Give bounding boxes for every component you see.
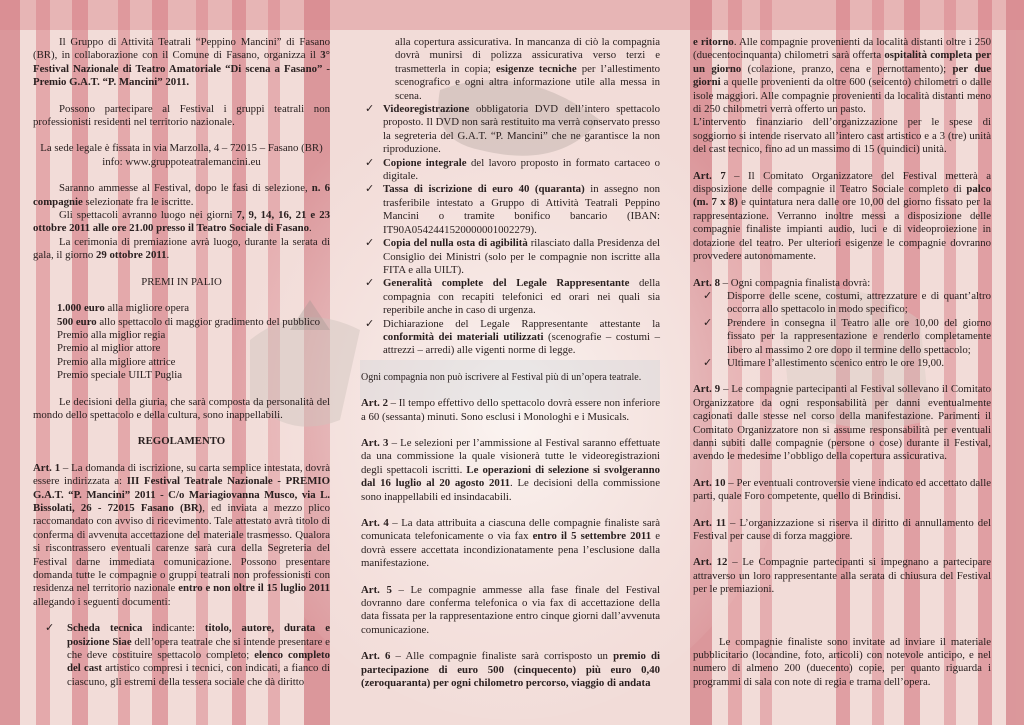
prize-item: Premio speciale UILT Puglia	[57, 369, 183, 382]
admitted-paragraph: Saranno ammesse al Festival, dopo le fasi di selezione, n. 6 compagnie selezionate fra le iscritte.	[33, 182, 331, 208]
article-8-item: ✓ Prendere in consegna il Teatro alle ore 10,00 del giorno fissato per la rappresentazione e renderlo completamente libero al massimo 2 ore dopo il termine dello spettacolo;	[703, 316, 991, 356]
check-icon: ✓	[365, 277, 375, 290]
check-icon: ✓	[365, 103, 375, 116]
column-left	[33, 36, 330, 689]
document-item-continued: alla copertura assicurativa. In mancanza di ciò la compagnia dovrà munirsi di polizza assicurativa verso terzi e trasmetterla in copia; esigenze tecniche per l’allestimento scenografico e ogni altra informazione utile alla messa in scena.	[395, 36, 660, 102]
article-4: Art. 4 – La data attribuita a ciascuna delle compagnie finaliste sarà comunicata telefonicamente o via fax entro il 5 settembre 2011 e dovrà essere accettata incondizionatamente pena l’esclusione dalla manifestazione.	[361, 517, 660, 570]
article-8-item: ✓ Disporre delle scene, costumi, attrezzature e di quant’altro occorra allo spettacolo in modo specifico;	[703, 289, 991, 316]
prize-item: Premio al miglior attore	[57, 342, 161, 355]
check-icon: ✓	[365, 183, 375, 196]
document-item-legale: ✓ Generalità complete del Legale Rappresentante della compagnia con recapiti telefonici ed orari nei quali sia reperibile anche in caso di urgenza.	[365, 277, 660, 317]
intro-paragraph: Il Gruppo di Attività Teatrali “Peppino Mancini” di Fasano (BR), in collaborazione con il Comune di Fasano, organizza il 3° Festival Nazionale di Teatro Amatoriale “Di scena a Fasano” - Premio G.A.T. “P. Mancini” 2011.	[33, 36, 330, 89]
article-10: Art. 10 – Per eventuali controversie viene indicato ed accettato dalle parti, quale Foro competente, quello di Brindisi.	[693, 476, 991, 503]
closing-paragraph: Le compagnie finaliste sono invitate ad inviare il materiale pubblicitario (locandine, foto, articoli) con notevole anticipo, e nel numero di almeno 200 (duecento) copie, per quanto riguarda i programmi di sala con note di regia e trama dell’opera.	[693, 635, 991, 688]
check-icon: ✓	[365, 237, 375, 250]
document-item-scheda: ✓ Scheda tecnica indicante: titolo, autore, durata e posizione Siae dell’opera teatrale che si intende presentare e che deve costituire spettacolo completo; elenco completo del cast artistico compresi i tecnici, con indicati, a fianco di ciascuno, gli estremi della tessera sociale che dà diritto	[45, 622, 331, 688]
article-11: Art. 11 – L’organizzazione si riserva il diritto di annullamento del Festival per cause di forza maggiore.	[693, 516, 991, 542]
article-8-item: ✓ Ultimare l’allestimento scenico entro le ore 19,00.	[703, 356, 945, 369]
jury-paragraph: Le decisioni della giuria, che sarà composta da personalità del mondo dello spettacolo e della cultura, sono inappellabili.	[33, 395, 330, 421]
check-icon: ✓	[365, 156, 375, 169]
document-item-agibilita: ✓ Copia del nulla osta di agibilità rilasciato dalla Presidenza del Consiglio dei Ministri (solo per le compagnie non iscritte alla FITA e alla UILT).	[365, 237, 660, 276]
check-icon: ✓	[45, 622, 55, 635]
article-6-hospitality: L’intervento finanziario dell’organizzazione per le spese di soggiorno si intende riservato all’intero cast artistico e a 3 (tre) unità del cast tecnico, fino ad un massimo di 15 (quindici) unità.	[693, 116, 991, 156]
document-item-tassa: ✓ Tassa di iscrizione di euro 40 (quaranta) in assegno non trasferibile intestato a Gruppo di Attività Teatrali Peppino Mancini o tramite bonifico bancario (IBAN: IT90A0542441520000001002279).	[365, 183, 660, 236]
article-7: Art. 7 – Il Comitato Organizzatore del Festival metterà a disposizione delle compagnie il Teatro Sociale completo di palco (m. 7 x 8) e quintatura nera dalle ore 10,00 del giorno fissato per la rappresentazione. Verranno inoltre messi a disposizione delle compagnie finaliste impianti audio, luci e di videoproiezione in dotazione del teatro. Per ulteriori esigenze le compagnie dovranno provvedere autonomamente.	[693, 169, 991, 263]
article-6-continued: e ritorno. Alle compagnie provenienti da località distanti oltre i 250 (duecentocinquanta) chilometri sarà offerta ospitalità completa per un giorno (colazione, pranzo, cena e pernottamento); per due giorni a quelle provenienti da oltre 600 (seicento) chilometri o dalle isole maggiori. Alle compagnie provenienti da località distanti meno di 250 chilometri verrà offerto un pasto.	[693, 36, 991, 116]
prize-item: Premio alla migliore attrice	[57, 355, 176, 368]
article-6: Art. 6 – Alle compagnie finaliste sarà corrisposto un premio di partecipazione di euro 500 (cinquecento) più euro 0,40 (zeroquaranta) per ogni chilometro percorso, viaggio di andata	[361, 650, 660, 690]
check-icon: ✓	[703, 356, 713, 369]
column-center	[361, 36, 660, 690]
eligibility-paragraph: Possono partecipare al Festival i gruppi teatrali non professionisti residenti nel territorio nazionale.	[33, 102, 330, 129]
article-1: Art. 1 – La domanda di iscrizione, su carta semplice intestata, dovrà essere indirizzata a: III Festival Teatrale Nazionale - PREMIO G.A.T. “P. Mancini” 2011 - C/o Mariagiovanna Musco, via L. Bissolati, 26 - 72015 Fasano (BR), ed inviata a mezzo plico raccomandato con avviso di ricevimento. Tale attestato avrà titolo di conferma di avvenuta accettazione del materiale trasmesso. Qualora si riscontrassero eventuali carenze sarà cura della Segreteria del Festival darne immediata comunicazione. Possono presentare domanda tutte le compagnie o gruppi teatrali non professionisti con residenza nel territorio nazionale entro e non oltre il 15 luglio 2011 allegando i seguenti documenti:	[33, 461, 330, 608]
article-3: Art. 3 – Le selezioni per l’ammissione al Festival saranno effettuate da una commissione la quale visionerà tutte le videoregistrazioni degli spettacoli iscritti. Le operazioni di selezione si svolgeranno dal 16 luglio al 20 agosto 2011. Le decisioni della commissione sono inappellabili ed insindacabili.	[361, 436, 660, 503]
document-item-dichiarazione: ✓ Dichiarazione del Legale Rappresentante attestante la conformità dei materiali utilizzati (scenografie – costumi – attrezzi – arredi) alle vigenti norme di legge.	[365, 317, 660, 357]
check-icon: ✓	[703, 316, 713, 329]
shows-paragraph: Gli spettacoli avranno luogo nei giorni 7, 9, 14, 16, 21 e 23 ottobre 2011 alle ore 21.00 presso il Teatro Sociale di Fasano.	[33, 209, 330, 235]
prize-item: 500 euro allo spettacolo di maggior gradimento del pubblico	[57, 315, 321, 328]
one-work-note: Ogni compagnia non può iscrivere al Festival più di un’opera teatrale.	[361, 371, 642, 383]
document-item-video: ✓ Videoregistrazione obbligatoria DVD dell’intero spettacolo proposto. Il DVD non sarà restituito ma verrà conservato presso la segreteria del G.A.T. “P. Mancini” che ne garantisce la non riproduzione.	[365, 103, 660, 156]
check-icon: ✓	[703, 289, 713, 302]
column-right	[693, 36, 991, 689]
info-website-line: info: www.gruppoteatralemancini.eu	[102, 155, 261, 168]
article-12: Art. 12 – Le Compagnie partecipanti si impegnano a partecipare attraverso un loro rappresentante alla serata di chiusura del Festival per le premiazioni.	[693, 556, 991, 596]
article-2: Art. 2 – Il tempo effettivo dello spettacolo dovrà essere non inferiore a 60 (sessanta) minuti. Sono esclusi i Monologhi e i Musicals.	[361, 397, 661, 423]
ceremony-paragraph: La cerimonia di premiazione avrà luogo, durante la serata di gala, il giorno 29 ottobre 2011.	[33, 235, 330, 262]
prize-item: Premio alla miglior regia	[57, 328, 166, 341]
prize-item: 1.000 euro alla migliore opera	[57, 302, 190, 315]
article-8: Art. 8 – Ogni compagnia finalista dovrà:	[693, 276, 871, 289]
prizes-list	[33, 302, 330, 382]
check-icon: ✓	[365, 317, 375, 330]
legal-seat-line: La sede legale è fissata in via Marzolla, 4 – 72015 – Fasano (BR)	[40, 142, 323, 155]
document-item-copione: ✓ Copione integrale del lavoro proposto in formato cartaceo o digitale.	[365, 156, 660, 183]
prizes-heading: PREMI IN PALIO	[141, 275, 222, 288]
rules-heading: REGOLAMENTO	[137, 435, 226, 448]
article-5: Art. 5 – Le compagnie ammesse alla fase finale del Festival dovranno dare conferma telefonica o via fax di accettazione della data fissata per la rappresentazione entro cinque giorni dall’avvenuta comunicazione.	[361, 583, 660, 636]
article-9: Art. 9 – Le compagnie partecipanti al Festival sollevano il Comitato Organizzatore da ogni responsabilità per danni eventualmente cagionati dalle stesse nel corso della manifestazione. Parimenti il Comitato Organizzatore non si assume responsabilità per eventuali danni subiti dalle compagnie (persone o cose) durante il Festival, avendo le medesime l’obbligo della copertura assicurativa.	[693, 383, 992, 463]
